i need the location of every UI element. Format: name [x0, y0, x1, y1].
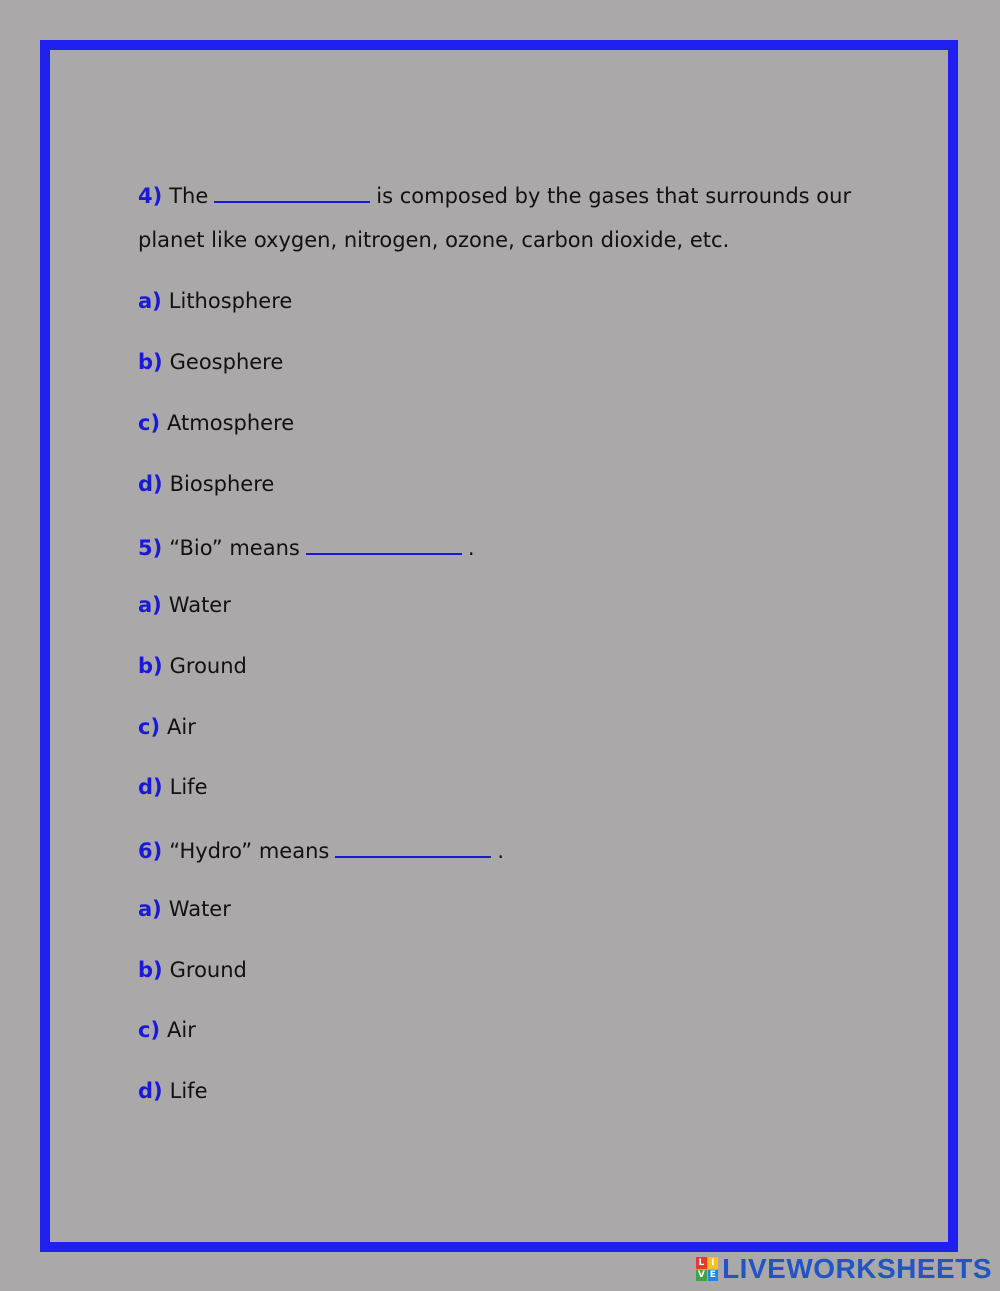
option-q4-c[interactable] [138, 413, 294, 434]
option-letter: d) [138, 1079, 163, 1103]
option-q5-a[interactable] [138, 595, 231, 616]
option-letter: a) [138, 593, 162, 617]
question-text: “Bio” means [169, 536, 300, 560]
question-text: is composed by the gases that surrounds our [376, 184, 852, 208]
liveworksheets-logo-icon [696, 1257, 718, 1281]
option-text: Air [167, 715, 196, 739]
question-text: . [467, 536, 475, 560]
answer-blank[interactable] [306, 535, 462, 555]
option-text: Life [169, 1079, 208, 1103]
option-text: Water [168, 593, 231, 617]
option-q5-b[interactable] [138, 656, 247, 677]
question-text: The [169, 184, 209, 208]
option-letter: d) [138, 775, 163, 799]
option-q4-b[interactable] [138, 352, 283, 373]
option-text: Geosphere [169, 350, 284, 374]
option-letter: d) [138, 472, 163, 496]
option-q6-c[interactable] [138, 1020, 196, 1041]
option-text: Lithosphere [168, 289, 293, 313]
logo-letter: L [696, 1257, 707, 1269]
option-q6-d[interactable] [138, 1081, 208, 1102]
question-4-prompt-line1 [138, 183, 851, 207]
question-text: planet like oxygen, nitrogen, ozone, carbon dioxide, etc. [138, 228, 730, 252]
question-5-prompt [138, 535, 475, 559]
option-text: Air [167, 1018, 196, 1042]
question-4-prompt-line2 [138, 230, 729, 251]
option-letter: c) [138, 411, 161, 435]
question-text: . [497, 839, 505, 863]
option-q4-d[interactable] [138, 474, 274, 495]
option-letter: b) [138, 350, 163, 374]
logo-letter: E [708, 1270, 719, 1282]
option-text: Ground [169, 958, 247, 982]
option-text: Biosphere [169, 472, 275, 496]
option-letter: a) [138, 289, 162, 313]
option-q6-b[interactable] [138, 960, 247, 981]
option-q6-a[interactable] [138, 899, 231, 920]
question-number: 5) [138, 536, 163, 560]
brand-name: LIVEWORKSHEETS [722, 1253, 992, 1284]
option-text: Water [168, 897, 231, 921]
option-letter: c) [138, 715, 161, 739]
logo-letter: V [697, 1270, 705, 1281]
option-letter: c) [138, 1018, 161, 1042]
answer-blank[interactable] [335, 838, 491, 858]
option-text: Ground [169, 654, 247, 678]
option-letter: b) [138, 958, 163, 982]
question-number: 6) [138, 839, 163, 863]
question-6-prompt [138, 838, 504, 862]
worksheet-border-frame [40, 40, 958, 1252]
question-number: 4) [138, 184, 163, 208]
option-text: Atmosphere [167, 411, 295, 435]
option-letter: b) [138, 654, 163, 678]
question-text: “Hydro” means [169, 839, 330, 863]
logo-letter: I [708, 1257, 719, 1269]
option-q5-c[interactable] [138, 717, 196, 738]
answer-blank[interactable] [214, 183, 370, 203]
option-letter: a) [138, 897, 162, 921]
liveworksheets-brand[interactable] [696, 1253, 992, 1285]
option-q4-a[interactable] [138, 291, 292, 312]
option-q5-d[interactable] [138, 777, 208, 798]
option-text: Life [169, 775, 208, 799]
